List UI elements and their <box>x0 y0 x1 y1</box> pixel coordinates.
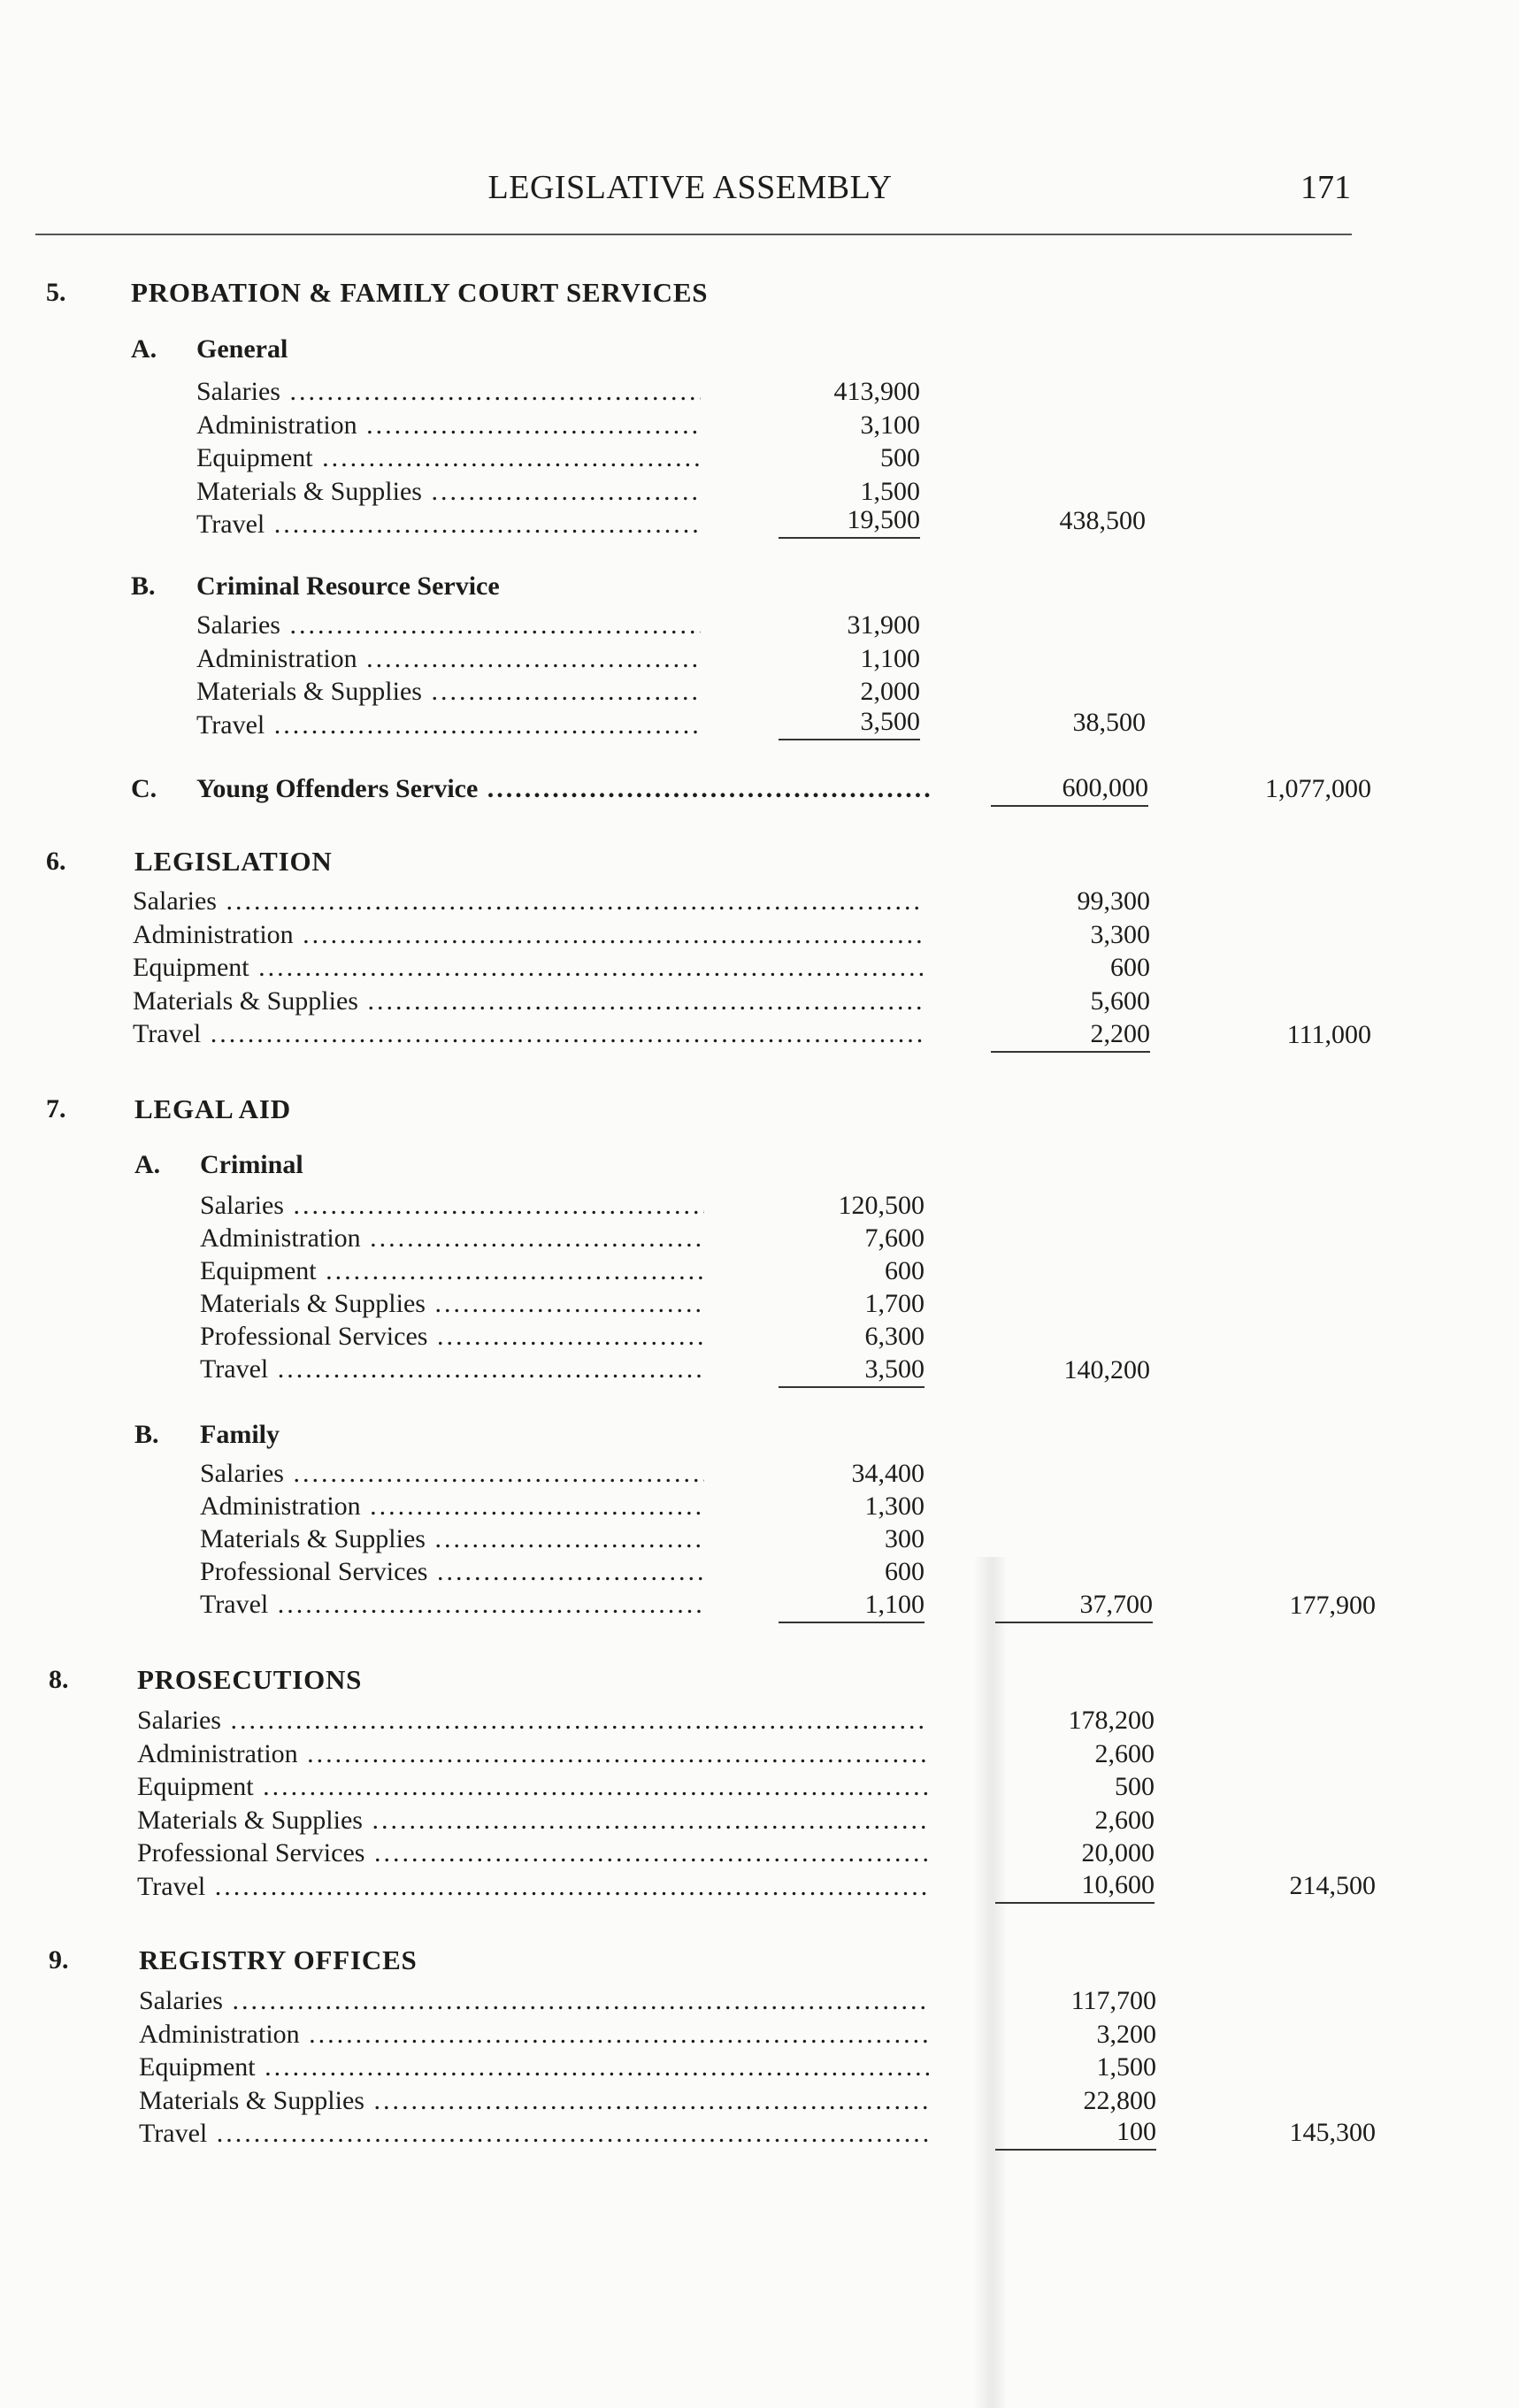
line-amount: 178,200 <box>1068 1706 1155 1735</box>
section-number: 9. <box>49 1945 69 1975</box>
section-total: 145,300 <box>1289 2118 1376 2147</box>
section-total: 1,077,000 <box>1265 774 1371 803</box>
line-label: Travel ..... <box>196 710 701 740</box>
line-label: Materials & Supplies ..... <box>133 986 924 1016</box>
subsection-letter: C. <box>131 774 157 803</box>
subtotal: 140,200 <box>1063 1355 1150 1384</box>
line-amount-last: 19,500 <box>779 505 920 539</box>
line-label: Travel ..... <box>196 510 701 540</box>
line-amount: 1,100 <box>860 644 920 673</box>
subsection-title: General <box>196 334 288 364</box>
subsection-letter: B. <box>134 1420 159 1449</box>
line-label: Travel ..... <box>139 2119 931 2149</box>
line-label: Equipment ..... <box>133 953 924 983</box>
line-label: Materials & Supplies ..... <box>200 1289 704 1319</box>
subsection-letter: A. <box>131 334 157 364</box>
line-label: Administration ..... <box>200 1492 704 1522</box>
line-amount: 413,900 <box>833 377 920 406</box>
line-amount: 3,200 <box>1096 2020 1156 2049</box>
line-label: Administration ..... <box>137 1739 929 1769</box>
line-label: Salaries ..... <box>133 886 924 916</box>
line-amount-last: 100 <box>995 2117 1156 2151</box>
section-title: REGISTRY OFFICES <box>139 1944 418 1975</box>
line-amount: 120,500 <box>838 1191 924 1220</box>
section-title: LEGISLATION <box>134 846 333 877</box>
subtotal: 438,500 <box>1059 506 1146 535</box>
line-amount: 2,600 <box>1094 1739 1155 1768</box>
subsection-letter: A. <box>134 1150 161 1179</box>
line-amount: 500 <box>1115 1772 1155 1801</box>
page-fold-shadow <box>973 1557 1007 2408</box>
subtotal: 38,500 <box>1072 708 1146 737</box>
section-total: 214,500 <box>1289 1871 1376 1900</box>
section-total: 111,000 <box>1286 1020 1371 1049</box>
line-label: Administration ..... <box>196 410 701 441</box>
line-amount-last: 10,600 <box>995 1870 1155 1904</box>
line-label: Professional Services ..... <box>200 1322 704 1352</box>
line-amount: 1,500 <box>860 477 920 506</box>
line-label: Equipment ..... <box>139 2052 931 2082</box>
line-amount: 7,600 <box>864 1223 924 1253</box>
subtotal: 600,000 <box>991 773 1148 807</box>
line-amount: 1,500 <box>1096 2052 1156 2082</box>
line-amount-last: 3,500 <box>779 1354 924 1388</box>
header-rule <box>35 234 1352 235</box>
line-label: Salaries ..... <box>139 1986 931 2016</box>
subsection-title: Criminal <box>200 1150 303 1179</box>
line-label: Salaries ..... <box>196 377 701 407</box>
line-amount: 2,000 <box>860 677 920 706</box>
line-amount: 22,800 <box>1083 2086 1156 2115</box>
line-amount: 1,300 <box>864 1492 924 1521</box>
line-label: Professional Services ..... <box>200 1557 704 1587</box>
subsection-title: Young Offenders Service ..... <box>196 774 931 804</box>
section-title: LEGAL AID <box>134 1093 291 1124</box>
line-label: Materials & Supplies ..... <box>196 677 701 707</box>
line-amount: 600 <box>885 1557 924 1586</box>
section-number: 5. <box>46 278 66 307</box>
line-amount: 117,700 <box>1070 1986 1156 2015</box>
line-label: Salaries ..... <box>200 1459 704 1489</box>
page-header-title: LEGISLATIVE ASSEMBLY <box>487 169 893 206</box>
line-amount: 600 <box>885 1256 924 1285</box>
line-amount: 300 <box>885 1524 924 1553</box>
line-label: Professional Services ..... <box>137 1838 929 1868</box>
line-label: Administration ..... <box>133 920 924 950</box>
line-label: Salaries ..... <box>137 1706 929 1736</box>
line-amount: 20,000 <box>1081 1838 1155 1867</box>
page-number: 171 <box>1300 169 1351 206</box>
line-label: Equipment ..... <box>196 443 701 473</box>
subsection-title: Family <box>200 1420 280 1449</box>
line-amount: 2,600 <box>1094 1806 1155 1835</box>
section-number: 6. <box>46 847 66 876</box>
line-label: Materials & Supplies ..... <box>196 477 701 507</box>
line-label: Travel ..... <box>200 1354 704 1384</box>
line-amount: 3,300 <box>1090 920 1150 949</box>
line-label: Salaries ..... <box>200 1191 704 1221</box>
line-label: Travel ..... <box>200 1590 704 1620</box>
line-amount: 600 <box>1110 953 1150 982</box>
line-label: Travel ..... <box>133 1019 924 1049</box>
line-label: Materials & Supplies ..... <box>137 1806 929 1836</box>
line-label: Materials & Supplies ..... <box>200 1524 704 1554</box>
line-amount-last: 1,100 <box>779 1590 924 1623</box>
line-label: Administration ..... <box>139 2020 931 2050</box>
line-amount-last: 3,500 <box>779 707 920 740</box>
line-label: Equipment ..... <box>137 1772 929 1802</box>
line-amount: 500 <box>880 443 920 472</box>
line-amount-last: 2,200 <box>991 1019 1150 1053</box>
line-label: Salaries ..... <box>196 610 701 640</box>
line-label: Administration ..... <box>196 644 701 674</box>
subtotal: 37,700 <box>995 1590 1153 1623</box>
line-amount: 99,300 <box>1077 886 1150 916</box>
subsection-title: Criminal Resource Service <box>196 571 500 601</box>
section-total: 177,900 <box>1289 1591 1376 1620</box>
line-amount: 5,600 <box>1090 986 1150 1016</box>
line-amount: 31,900 <box>847 610 920 640</box>
line-label: Materials & Supplies ..... <box>139 2086 931 2116</box>
line-label: Administration ..... <box>200 1223 704 1254</box>
line-label: Travel ..... <box>137 1872 929 1902</box>
line-amount: 34,400 <box>851 1459 924 1488</box>
subsection-letter: B. <box>131 571 156 601</box>
section-number: 8. <box>49 1665 69 1694</box>
line-label: Equipment ..... <box>200 1256 704 1286</box>
section-title: PROBATION & FAMILY COURT SERVICES <box>131 277 709 308</box>
line-amount: 3,100 <box>860 410 920 440</box>
section-title: PROSECUTIONS <box>137 1664 363 1695</box>
line-amount: 1,700 <box>864 1289 924 1318</box>
section-number: 7. <box>46 1094 66 1123</box>
line-amount: 6,300 <box>864 1322 924 1351</box>
